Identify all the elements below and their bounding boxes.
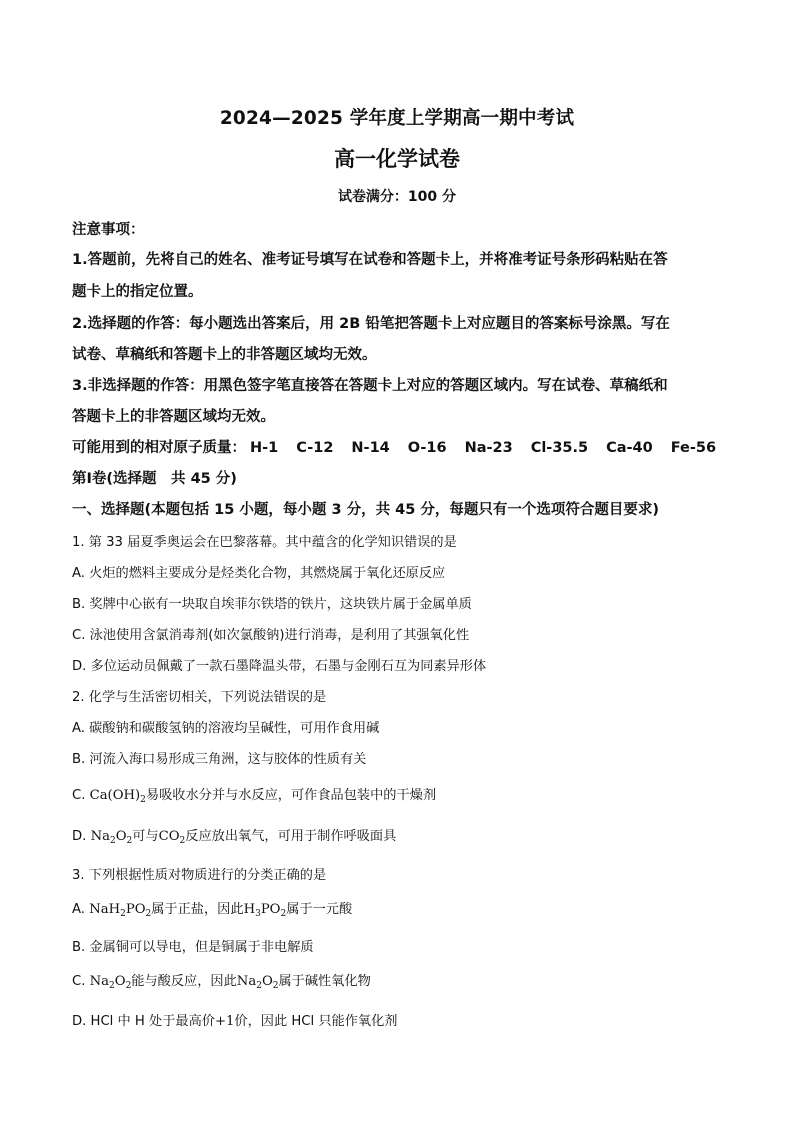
formula-nah2po2 (89, 902, 151, 917)
notice-2a: 2.选择题的作答：每小题选出答案后，用 2B 铅笔把答题卡上对应题目的答案标号涂黑。写在 (72, 316, 670, 332)
formula-sub: 2 (109, 836, 116, 846)
formula-main: O (261, 974, 273, 989)
mass-ca: Ca-40 (606, 440, 653, 456)
formula-sub: 2 (179, 836, 186, 846)
q2-option-a: A. 碳酸钠和碳酸氢钠的溶液均呈碱性，可用作食用碱 (72, 721, 380, 736)
formula-main: H (243, 902, 256, 917)
formula-sub: 2 (120, 909, 126, 919)
option-text: 易吸收水分并与水反应，可作食品包装中的干燥剂 (145, 788, 437, 803)
formula-sub: 2 (256, 981, 262, 991)
notice-1b: 题卡上的指定位置。 (72, 284, 203, 300)
notice-2b: 试卷、草稿纸和答题卡上的非答题区域均无效。 (72, 347, 377, 363)
q1-option-b: B. 奖牌中心嵌有一块取自埃菲尔铁塔的铁片，这块铁片属于金属单质 (72, 597, 472, 612)
formula-sub: 2 (145, 909, 152, 919)
notice-1a: 1.答题前，先将自己的姓名、准考证号填写在试卷和答题卡上，并将准考证号条形码粘贴在答 (72, 252, 668, 268)
mass-h: H-1 (250, 440, 279, 456)
mass-n: N-14 (351, 440, 390, 456)
option-text: 属于正盐，因此 (151, 902, 244, 917)
notice-3b: 答题卡上的非答题区域均无效。 (72, 409, 275, 425)
formula-co2 (159, 829, 186, 844)
formula-main: O (115, 829, 127, 844)
subject-title: 高一化学试卷 (334, 147, 460, 171)
formula-main: O (114, 974, 126, 989)
formula-sub: 3 (255, 909, 261, 919)
exam-title: 2024—2025 学年度上学期高一期中考试 (219, 108, 575, 129)
option-label: A. (72, 902, 85, 917)
formula-na2o2 (91, 829, 133, 844)
formula-sub: 2 (126, 836, 133, 846)
notice-3a: 3.非选择题的作答：用黑色签字笔直接答在答题卡上对应的答题区域内。写在试卷、草稿纸和 (72, 378, 668, 394)
q2-option-b: B. 河流入海口易形成三角洲，这与胶体的性质有关 (72, 752, 367, 767)
formula (90, 788, 146, 803)
formula-main: Ca(OH) (89, 788, 141, 803)
q3-option-d (72, 1010, 397, 1029)
q2-option-c (72, 784, 436, 805)
option-text: 属于碱性氧化物 (278, 974, 371, 989)
formula-main: Na (89, 974, 110, 989)
mass-fe: Fe-56 (670, 440, 717, 456)
formula-main: Na (236, 974, 257, 989)
option-label: C. (72, 788, 86, 803)
q1-option-a: A. 火炬的燃料主要成分是烃类化合物，其燃烧属于氧化还原反应 (72, 566, 446, 581)
mass-cl: Cl-35.5 (530, 440, 589, 456)
option-text: 属于一元酸 (286, 902, 353, 917)
q1-option-c: C. 泳池使用含氯消毒剂(如次氯酸钠)进行消毒，是利用了其强氧化性 (72, 628, 470, 643)
q1-option-d: D. 多位运动员佩戴了一款石墨降温头带，石墨与金刚石互为同素异形体 (72, 659, 487, 674)
formula-sub: 2 (109, 981, 115, 991)
option-label: D. (72, 829, 87, 844)
formula-main: PO (125, 902, 146, 917)
atomic-mass-label: 可能用到的相对原子质量： (72, 440, 246, 456)
formula-na2o2 (237, 974, 279, 989)
atomic-mass-line (72, 436, 734, 457)
formula-valence: +1 (214, 1014, 235, 1029)
formula-sub: 2 (140, 795, 146, 805)
formula-main: PO (260, 902, 281, 917)
option-text: 能与酸反应，因此 (131, 974, 237, 989)
q3-option-a (72, 898, 352, 919)
option-text: 价，因此 HCl 只能作氧化剂 (234, 1014, 398, 1029)
option-text: D. HCl 中 H 处于最高价 (72, 1014, 215, 1029)
option-label: C. (72, 974, 86, 989)
q2-option-d (72, 825, 396, 846)
q3-option-b: B. 金属铜可以导电，但是铜属于非电解质 (72, 940, 314, 955)
mass-c: C-12 (296, 440, 334, 456)
formula-sub: 2 (272, 981, 279, 991)
option-text: 可与 (132, 829, 159, 844)
formula-na2o2 (90, 974, 132, 989)
option-text: 反应放出氧气，可用于制作呼吸面具 (185, 829, 397, 844)
formula-main: NaH (89, 902, 121, 917)
section-heading: 一、选择题(本题包括 15 小题，每小题 3 分，共 45 分，每题只有一个选项符合题目要求) (72, 502, 659, 518)
formula-main: CO (158, 829, 180, 844)
mass-na: Na-23 (464, 440, 513, 456)
full-score: 试卷满分：100 分 (337, 189, 457, 205)
q3-stem: 3. 下列根据性质对物质进行的分类正确的是 (72, 868, 327, 883)
mass-o: O-16 (407, 440, 447, 456)
formula-sub: 2 (280, 909, 287, 919)
q3-option-c (72, 970, 371, 991)
formula-h3po2 (244, 902, 287, 917)
notice-heading: 注意事项： (72, 222, 145, 238)
part1-heading: 第Ⅰ卷(选择题 共 45 分) (72, 471, 237, 487)
formula-main: Na (90, 829, 110, 844)
q1-stem: 1. 第 33 届夏季奥运会在巴黎落幕。其中蕴含的化学知识错误的是 (72, 535, 457, 550)
formula-sub: 2 (125, 981, 132, 991)
q2-stem: 2. 化学与生活密切相关，下列说法错误的是 (72, 690, 327, 705)
